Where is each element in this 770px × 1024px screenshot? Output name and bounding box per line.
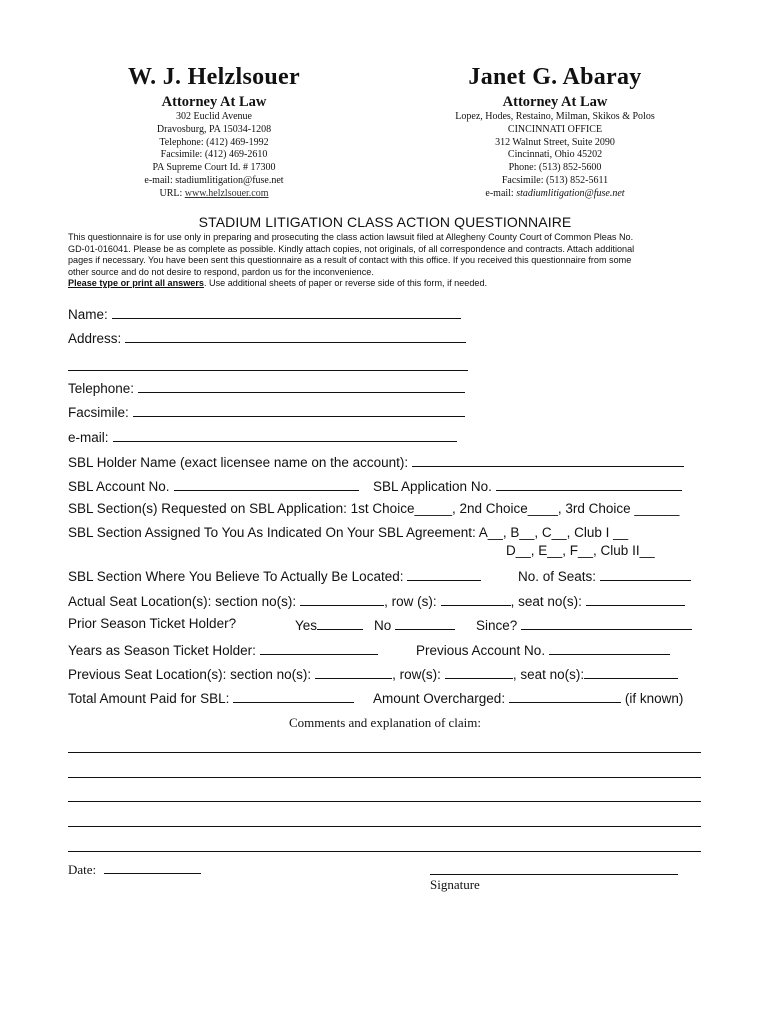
form-title: STADIUM LITIGATION CLASS ACTION QUESTIONNAIRE	[198, 214, 572, 230]
telephone-field[interactable]	[138, 379, 465, 393]
right-address-line: CINCINNATI OFFICE	[507, 123, 603, 135]
sbl-sections-requested[interactable]: SBL Section(s) Requested on SBL Application: 1st Choice_____, 2nd Choice____, 3rd Choice ______	[68, 501, 680, 516]
sbl-account-field[interactable]	[174, 477, 359, 491]
previous-section-field[interactable]	[315, 665, 392, 679]
left-address-line: 302 Euclid Avenue	[176, 111, 252, 122]
left-address-line: Dravosburg, PA 15034-1208	[156, 123, 272, 135]
believed-location-label: SBL Section Where You Believe To Actually Be Located:	[68, 569, 404, 584]
left-attorney-role: Attorney At Law	[161, 94, 267, 110]
total-paid-label: Total Amount Paid for SBL:	[68, 691, 230, 706]
prior-season-label: Prior Season Ticket Holder?	[68, 616, 237, 631]
right-address-line: 312 Walnut Street, Suite 2090	[495, 136, 615, 148]
years-label: Years as Season Ticket Holder:	[68, 643, 256, 658]
facsimile-label: Facsimile:	[68, 405, 129, 420]
website-link[interactable]: www.helzlsouer.com	[184, 187, 269, 199]
intro-line: This questionnaire is for use only in preparing and prosecuting the class action lawsuit filed at Allegheny County Court of Common Pleas No.	[68, 232, 634, 242]
yes-field[interactable]	[317, 616, 363, 630]
form-intro	[68, 232, 708, 290]
left-address-line: Telephone: (412) 469-1992	[159, 136, 269, 148]
since-field[interactable]	[521, 616, 692, 630]
sbl-holder-label: SBL Holder Name (exact licensee name on the account):	[68, 455, 409, 470]
right-attorney-role: Attorney At Law	[502, 94, 608, 110]
right-address-line: Phone: (513) 852-5600	[508, 162, 602, 174]
believed-location-field[interactable]	[407, 567, 481, 581]
prev-row-label: , row(s):	[392, 667, 441, 682]
address-field-line-2[interactable]	[68, 370, 468, 371]
left-address-line: PA Supreme Court Id. # 17300	[152, 162, 276, 174]
sbl-account-label: SBL Account No.	[68, 479, 170, 494]
left-attorney-name: W. J. Helzlsouer	[128, 64, 300, 90]
since-label: Since?	[476, 618, 518, 633]
seats-field[interactable]	[600, 567, 691, 581]
previous-account-row	[416, 641, 670, 658]
actual-row-field[interactable]	[441, 592, 511, 606]
signature-line[interactable]	[430, 874, 678, 875]
previous-seat-label: Previous Seat Location(s): section no(s):	[68, 667, 312, 682]
previous-account-label: Previous Account No.	[416, 643, 546, 658]
comment-line-4[interactable]	[68, 826, 701, 827]
actual-section-field[interactable]	[300, 592, 384, 606]
email-label: e-mail:	[485, 187, 517, 199]
email-row	[68, 428, 457, 445]
comment-line-3[interactable]	[68, 801, 701, 802]
sbl-holder-row	[68, 453, 684, 470]
intro-line: pages if necessary. You have been sent this questionnaire as a result of contact with this office. If you received this questionnaire from some	[68, 255, 632, 266]
previous-seat-row	[68, 665, 678, 682]
email-label: e-mail:	[68, 430, 109, 445]
if-known-note: (if known)	[624, 691, 684, 706]
previous-row-field[interactable]	[445, 665, 513, 679]
comment-line-5[interactable]	[68, 851, 701, 852]
prev-seat-label: , seat no(s):	[512, 667, 585, 682]
previous-account-field[interactable]	[549, 641, 670, 655]
seat-label: , seat no(s):	[510, 594, 582, 609]
overcharged-label: Amount Overcharged:	[373, 691, 506, 706]
previous-seat-field[interactable]	[584, 665, 678, 679]
url-label: URL:	[159, 187, 185, 199]
left-address-line: Facsimile: (412) 469-2610	[160, 149, 268, 161]
left-address-line: e-mail: stadiumlitigation@fuse.net	[144, 174, 284, 186]
actual-seat-field[interactable]	[586, 592, 685, 606]
seats-row	[518, 567, 691, 584]
signature-label: Signature	[430, 877, 480, 892]
comment-line-2[interactable]	[68, 777, 701, 778]
left-url-line	[64, 188, 364, 201]
facsimile-field[interactable]	[133, 403, 465, 417]
telephone-row	[68, 379, 465, 396]
overcharged-field[interactable]	[509, 689, 621, 703]
instruction-line	[68, 278, 708, 290]
email-address: stadiumlitigation@fuse.net	[516, 187, 625, 199]
telephone-label: Telephone:	[68, 381, 135, 396]
actual-seat-label: Actual Seat Location(s): section no(s):	[68, 594, 297, 609]
intro-line: other source and do not desire to respond, pardon us for the inconvenience.	[68, 266, 374, 277]
name-row	[68, 305, 461, 322]
right-address-line: Lopez, Hodes, Restaino, Milman, Skikos & Polos	[455, 111, 655, 122]
since-row	[476, 616, 692, 633]
facsimile-row	[68, 403, 465, 420]
address-field[interactable]	[125, 329, 466, 343]
actual-seat-row	[68, 592, 685, 609]
date-field[interactable]	[104, 860, 201, 874]
yes-row	[295, 616, 363, 633]
sbl-account-row	[68, 477, 359, 494]
name-label: Name:	[68, 307, 108, 322]
sbl-application-field[interactable]	[496, 477, 682, 491]
sbl-application-label: SBL Application No.	[373, 479, 492, 494]
sbl-application-row	[373, 477, 682, 494]
yes-label: Yes	[295, 618, 318, 633]
sbl-section-assigned-2[interactable]: D__, E__, F__, Club II__	[506, 543, 655, 558]
years-field[interactable]	[260, 641, 378, 655]
comment-line-1[interactable]	[68, 752, 701, 753]
name-field[interactable]	[112, 305, 461, 319]
overcharged-row	[373, 689, 683, 706]
sbl-section-assigned[interactable]: SBL Section Assigned To You As Indicated On Your SBL Agreement: A__, B__, C__, Club I __	[68, 525, 629, 540]
date-label: Date:	[68, 862, 97, 877]
no-field[interactable]	[395, 616, 455, 630]
comments-label: Comments and explanation of claim:	[288, 715, 482, 730]
address-label: Address:	[68, 331, 122, 346]
seats-label: No. of Seats:	[518, 569, 597, 584]
no-label: No	[374, 618, 392, 633]
row-label: , row (s):	[384, 594, 437, 609]
right-attorney-name: Janet G. Abaray	[468, 64, 642, 90]
total-paid-row	[68, 689, 354, 706]
instruction-rest: . Use additional sheets of paper or reverse side of this form, if needed.	[203, 278, 488, 289]
email-field[interactable]	[113, 428, 457, 442]
right-address-line: Facsimile: (513) 852-5611	[501, 174, 609, 186]
right-email-line	[405, 188, 705, 201]
instruction-bold: Please type or print all answers	[68, 278, 204, 289]
sbl-holder-field[interactable]	[412, 453, 684, 467]
right-address-line: Cincinnati, Ohio 45202	[507, 149, 603, 161]
total-paid-field[interactable]	[233, 689, 354, 703]
believed-location-row	[68, 567, 481, 584]
years-row	[68, 641, 378, 658]
left-attorney-address-block	[64, 111, 364, 201]
right-attorney-address-block	[405, 111, 705, 201]
no-row	[374, 616, 455, 633]
intro-line: GD-01-016041. Please be as complete as possible. Kindly attach copies, not originals, of all correspondence and contracts. Attach additional	[68, 243, 635, 254]
address-row	[68, 329, 466, 346]
date-row	[68, 860, 201, 878]
